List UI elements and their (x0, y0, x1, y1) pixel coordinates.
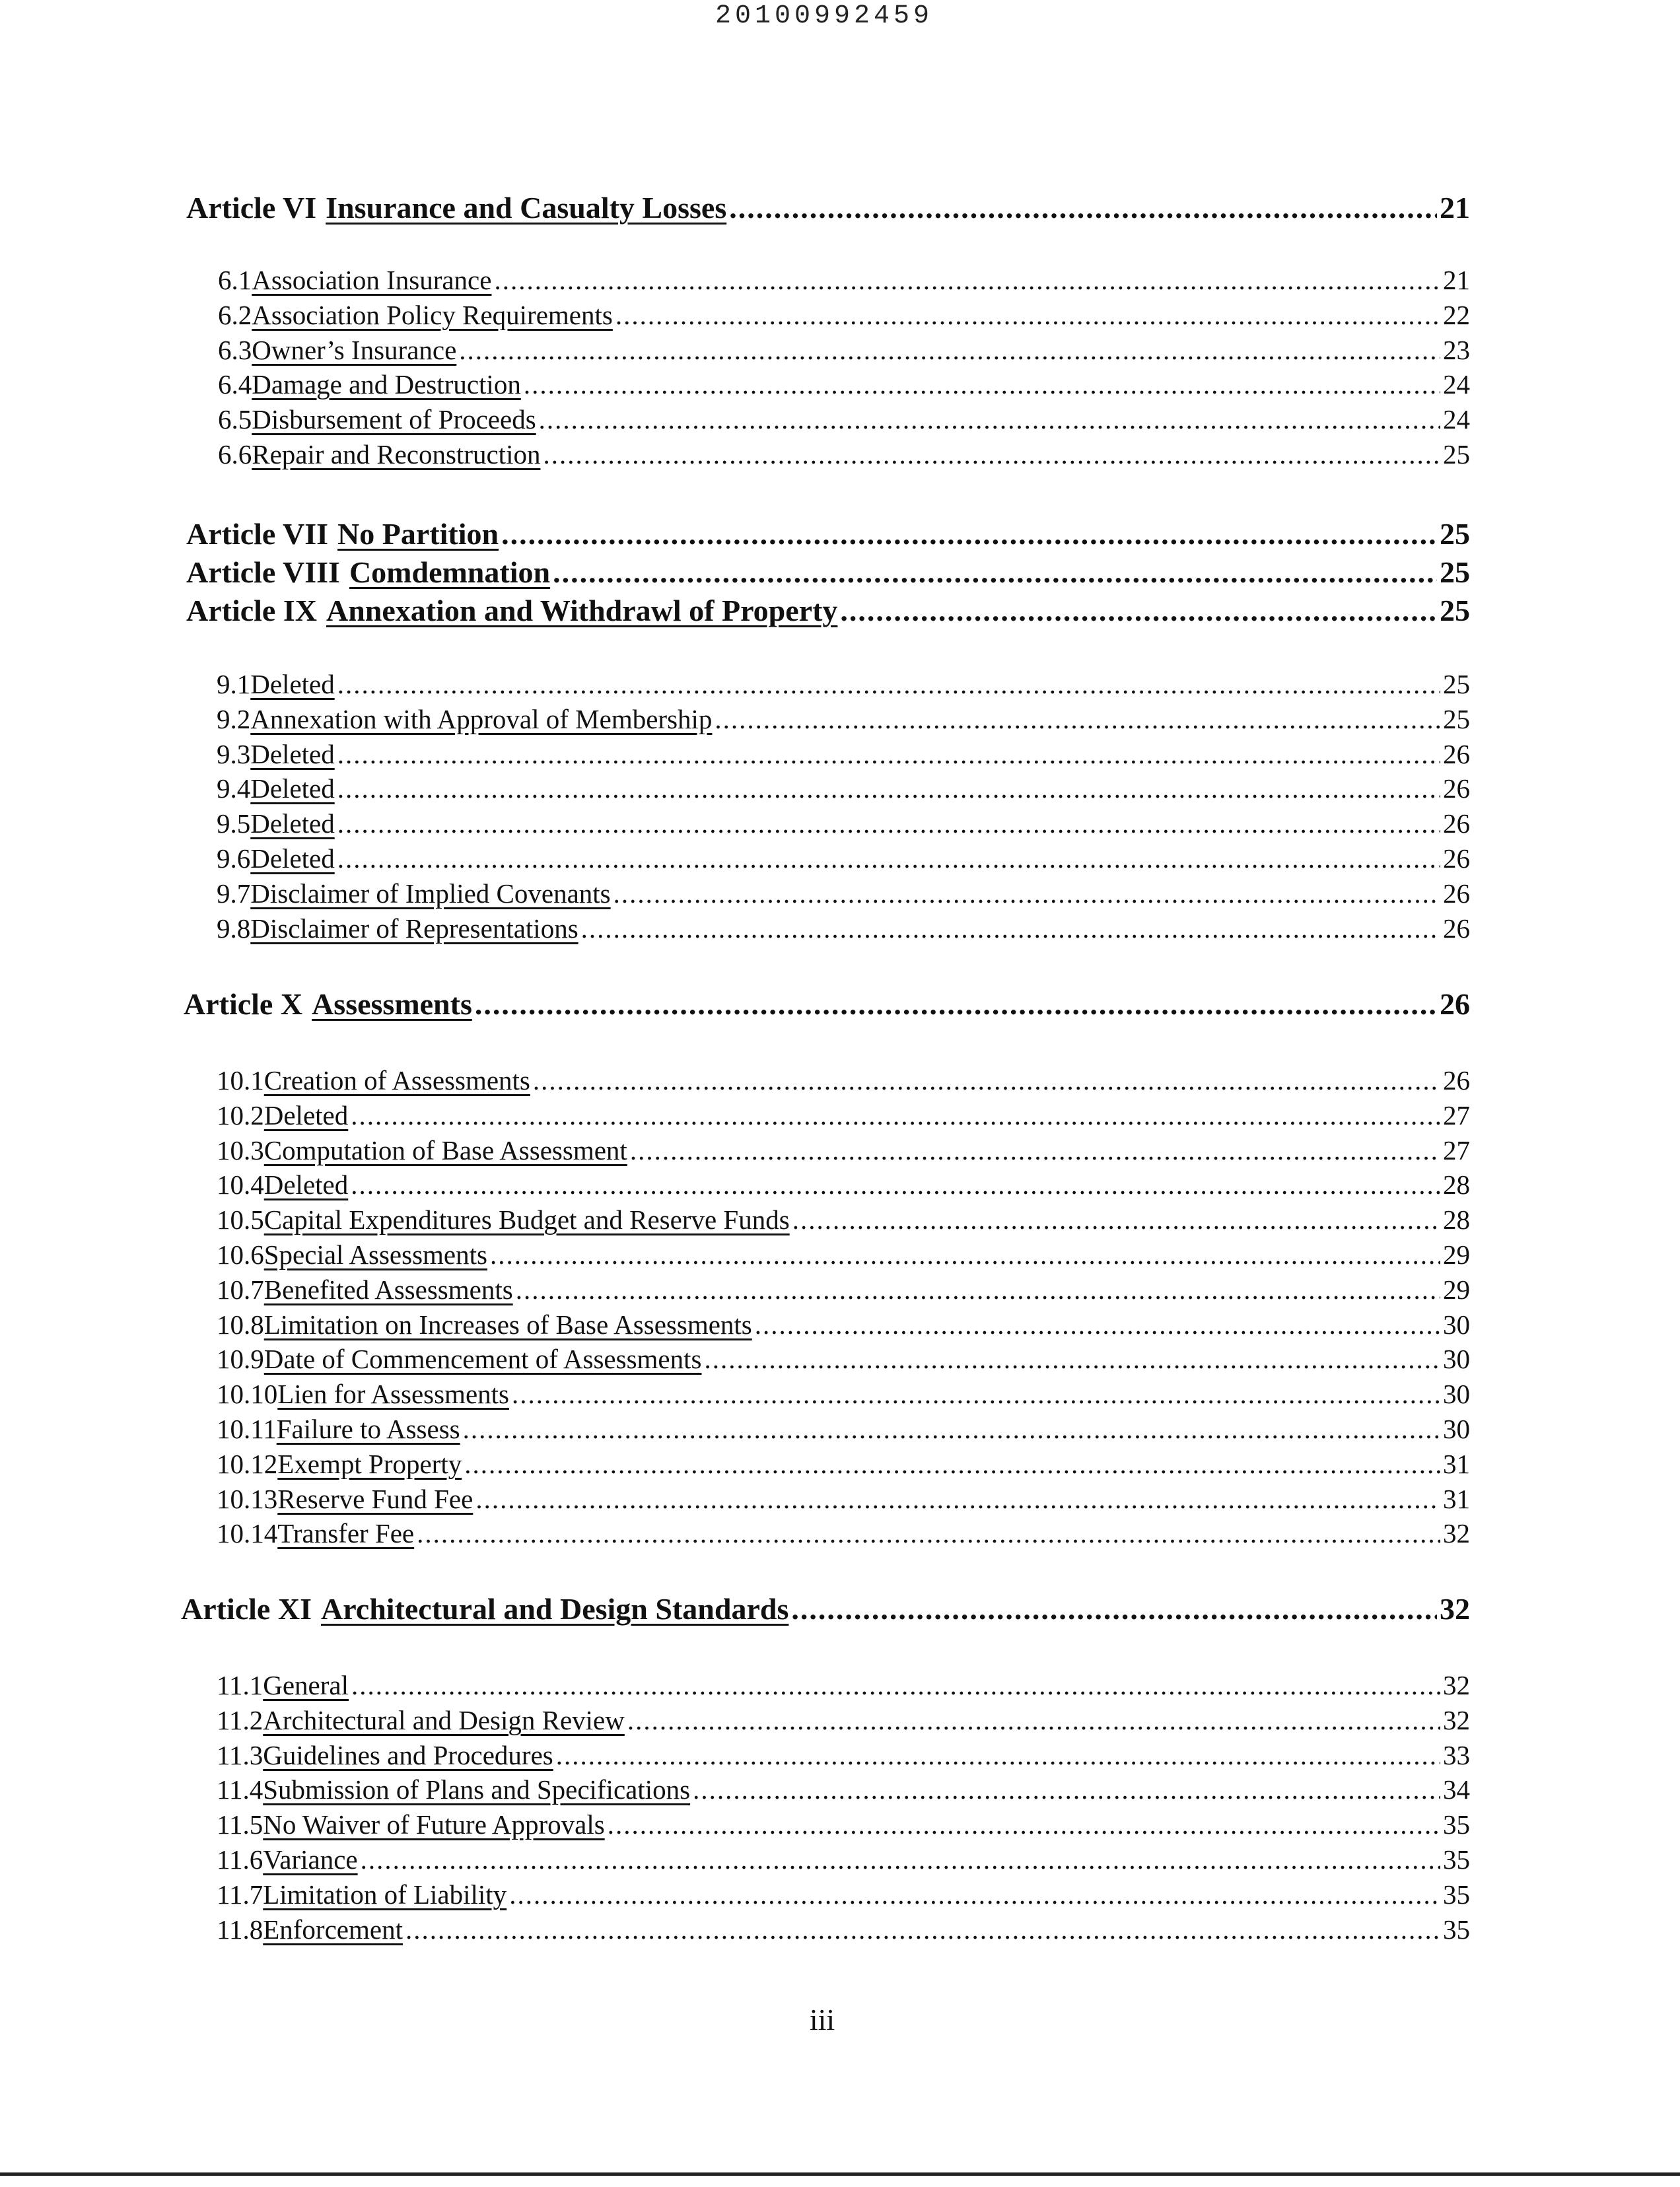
section-page-number: 27 (1443, 1135, 1470, 1165)
section-title-link[interactable]: Guidelines and Procedures (263, 1740, 553, 1770)
article-title-link[interactable]: Architectural and Design Standards (320, 1592, 789, 1626)
toc-section-entry[interactable] (217, 1517, 1470, 1550)
dot-leader (464, 1448, 1440, 1480)
dot-leader (337, 773, 1440, 804)
section-title-link[interactable]: Disclaimer of Representations (250, 913, 578, 944)
dot-leader (351, 1669, 1440, 1701)
dot-leader (463, 1413, 1440, 1445)
section-number: 9.6 (217, 843, 251, 874)
section-number: 9.1 (217, 669, 251, 699)
section-number: 10.4 (217, 1169, 264, 1200)
section-number: 10.11 (217, 1414, 277, 1444)
section-page-number: 25 (1443, 704, 1470, 734)
toc-section-entry[interactable] (218, 438, 1470, 471)
dot-leader (509, 1879, 1440, 1910)
section-title-link[interactable]: Limitation on Increases of Base Assessments (263, 1309, 752, 1340)
dot-leader (524, 368, 1440, 400)
toc-article-entry[interactable] (186, 555, 1470, 593)
section-title-link[interactable]: Disbursement of Proceeds (252, 404, 536, 434)
section-title-link[interactable]: Deleted (250, 773, 335, 804)
section-number: 11.5 (217, 1809, 263, 1840)
dot-leader (791, 1591, 1437, 1626)
dot-leader (729, 190, 1437, 225)
article-title-link[interactable]: Insurance and Casualty Losses (326, 191, 727, 225)
section-number: 6.1 (218, 265, 252, 295)
toc-section-entry[interactable] (217, 878, 1470, 911)
dot-leader (337, 843, 1440, 874)
toc-article-entry[interactable] (184, 987, 1470, 1025)
dot-leader (494, 264, 1440, 296)
section-page-number: 32 (1443, 1670, 1470, 1700)
section-page-number: 24 (1443, 404, 1470, 434)
section-page-number: 26 (1443, 913, 1470, 944)
toc-section-entry[interactable] (217, 1378, 1470, 1411)
section-number: 9.8 (217, 913, 251, 944)
toc-section-entry[interactable] (217, 1064, 1470, 1097)
dot-leader (543, 438, 1440, 470)
section-page-number: 30 (1443, 1379, 1470, 1409)
article-prefix: Article VIII (186, 555, 340, 589)
article-prefix: Article VI (186, 191, 317, 225)
section-page-number: 30 (1443, 1344, 1470, 1374)
toc-section-entry[interactable] (217, 738, 1470, 771)
dot-leader (715, 703, 1440, 735)
section-title-link[interactable]: Damage and Destruction (252, 369, 521, 399)
section-page-number: 31 (1443, 1449, 1470, 1479)
toc-section-entry[interactable] (218, 368, 1470, 401)
section-title-link[interactable]: Special Assessments (263, 1239, 487, 1270)
article-prefix: Article XI (181, 1592, 312, 1626)
section-page-number: 26 (1443, 773, 1470, 804)
section-page-number: 24 (1443, 369, 1470, 399)
toc-article-entry[interactable] (181, 1591, 1470, 1630)
article-page-number: 32 (1440, 1592, 1470, 1626)
section-title-link[interactable]: Owner’s Insurance (252, 335, 457, 365)
toc-section-entry[interactable] (217, 1204, 1470, 1237)
dot-leader (512, 1378, 1440, 1410)
section-title-link[interactable]: Enforcement (263, 1914, 403, 1945)
dot-leader (608, 1809, 1440, 1840)
section-number: 10.9 (217, 1344, 264, 1374)
section-title-link[interactable]: Deleted (250, 808, 335, 839)
toc-section-entry[interactable] (217, 1739, 1470, 1772)
section-number: 11.3 (217, 1740, 263, 1770)
section-number: 10.13 (217, 1484, 278, 1514)
section-page-number: 26 (1443, 739, 1470, 769)
dot-leader (693, 1774, 1440, 1805)
section-page-number: 29 (1443, 1239, 1470, 1270)
toc-section-entry[interactable] (217, 1809, 1470, 1842)
section-number: 10.3 (217, 1135, 264, 1165)
section-title-link[interactable]: Deleted (263, 1100, 349, 1130)
article-page-number: 25 (1440, 517, 1470, 551)
section-number: 10.5 (217, 1204, 264, 1235)
page-number-footer: iii (809, 2003, 835, 2036)
dot-leader (475, 1483, 1440, 1515)
toc-section-entry[interactable] (217, 1169, 1470, 1202)
section-page-number: 28 (1443, 1204, 1470, 1235)
section-page-number: 35 (1443, 1879, 1470, 1910)
section-title-link[interactable]: Computation of Base Assessment (263, 1135, 627, 1165)
section-number: 10.6 (217, 1239, 264, 1270)
bottom-rule (0, 2172, 1680, 2176)
dot-leader (533, 1064, 1440, 1096)
dot-leader (337, 738, 1440, 770)
section-title-link[interactable]: Capital Expenditures Budget and Reserve Funds (263, 1204, 790, 1235)
dot-leader (755, 1309, 1440, 1340)
section-title-link[interactable]: Submission of Plans and Specifications (263, 1774, 691, 1805)
section-title-link[interactable]: Deleted (263, 1169, 349, 1200)
article-title-link[interactable]: Comdemnation (349, 555, 551, 589)
toc-section-entry[interactable] (217, 1239, 1470, 1272)
section-page-number: 34 (1443, 1774, 1470, 1805)
section-title-link[interactable]: Annexation with Approval of Membership (250, 704, 713, 734)
toc-section-entry[interactable] (217, 1879, 1470, 1912)
section-page-number: 26 (1443, 878, 1470, 909)
section-number: 9.5 (217, 808, 251, 839)
section-number: 10.1 (217, 1065, 264, 1095)
section-title-link[interactable]: Deleted (250, 843, 335, 874)
section-page-number: 21 (1443, 265, 1470, 295)
dot-leader (615, 299, 1440, 331)
toc-section-entry[interactable] (217, 843, 1470, 876)
section-title-link[interactable]: No Waiver of Future Approvals (263, 1809, 605, 1840)
section-number: 6.4 (218, 369, 252, 399)
section-number: 9.3 (217, 739, 251, 769)
toc-article-entry[interactable] (186, 516, 1470, 555)
section-page-number: 30 (1443, 1414, 1470, 1444)
dot-leader (516, 1274, 1440, 1305)
section-title-link[interactable]: Lien for Assessments (277, 1379, 509, 1409)
dot-leader (337, 668, 1440, 700)
section-page-number: 26 (1443, 1065, 1470, 1095)
section-number: 6.5 (218, 404, 252, 434)
section-page-number: 22 (1443, 300, 1470, 330)
toc-section-entry[interactable] (217, 1669, 1470, 1702)
section-page-number: 25 (1443, 439, 1470, 469)
toc-section-entry[interactable] (218, 299, 1470, 332)
article-title-link[interactable]: Assessments (312, 987, 472, 1021)
article-page-number: 21 (1440, 191, 1470, 225)
section-number: 6.2 (218, 300, 252, 330)
section-number: 11.8 (217, 1914, 263, 1945)
toc-section-entry[interactable] (217, 1099, 1470, 1132)
section-number: 6.3 (218, 335, 252, 365)
section-number: 11.2 (217, 1705, 263, 1735)
section-number: 9.4 (217, 773, 251, 804)
section-page-number: 28 (1443, 1169, 1470, 1200)
dot-leader (405, 1914, 1440, 1945)
toc-section-entry[interactable] (218, 334, 1470, 367)
article-prefix: Article IX (186, 594, 317, 627)
section-number: 10.10 (217, 1379, 278, 1409)
dot-leader (361, 1844, 1440, 1875)
toc-article-entry[interactable] (186, 190, 1470, 228)
section-number: 11.6 (217, 1844, 263, 1875)
section-number: 10.8 (217, 1309, 264, 1340)
section-title-link[interactable]: Disclaimer of Implied Covenants (250, 878, 611, 909)
section-title-link[interactable]: Variance (263, 1844, 358, 1875)
section-title-link[interactable]: Limitation of Liability (263, 1879, 507, 1910)
toc-section-entry[interactable] (217, 1483, 1470, 1516)
toc-section-entry[interactable] (218, 264, 1470, 297)
section-number: 11.1 (217, 1670, 263, 1700)
section-title-link[interactable]: Transfer Fee (277, 1518, 415, 1548)
section-title-link[interactable]: Deleted (250, 669, 335, 699)
section-title-link[interactable]: Benefited Assessments (263, 1274, 513, 1305)
section-page-number: 32 (1443, 1705, 1470, 1735)
section-page-number: 35 (1443, 1914, 1470, 1945)
toc-section-entry[interactable] (218, 403, 1470, 436)
article-title-link[interactable]: Annexation and Withdrawl of Property (326, 594, 838, 627)
toc-section-entry[interactable] (217, 1413, 1470, 1446)
dot-leader (630, 1134, 1440, 1166)
dot-leader (792, 1204, 1440, 1235)
section-page-number: 23 (1443, 335, 1470, 365)
section-page-number: 25 (1443, 669, 1470, 699)
section-page-number: 30 (1443, 1309, 1470, 1340)
section-title-link[interactable]: Failure to Assess (276, 1414, 460, 1444)
toc-section-entry[interactable] (217, 1704, 1470, 1737)
section-title-link[interactable]: Date of Commencement of Assessments (263, 1344, 702, 1374)
dot-leader (627, 1704, 1440, 1736)
toc-section-entry[interactable] (217, 1274, 1470, 1307)
dot-leader (459, 334, 1440, 366)
section-number: 11.4 (217, 1774, 263, 1805)
section-title-link[interactable]: Creation of Assessments (263, 1065, 530, 1095)
section-page-number: 35 (1443, 1809, 1470, 1840)
dot-leader (475, 987, 1437, 1022)
toc-section-entry[interactable] (217, 808, 1470, 841)
dot-leader (840, 593, 1437, 628)
dot-leader (539, 403, 1440, 435)
section-page-number: 26 (1443, 843, 1470, 874)
dot-leader (613, 878, 1440, 909)
article-page-number: 25 (1440, 555, 1470, 589)
section-number: 10.7 (217, 1274, 264, 1305)
dot-leader (417, 1517, 1440, 1549)
toc-section-entry[interactable] (217, 1309, 1470, 1342)
toc-section-entry[interactable] (217, 1448, 1470, 1481)
dot-leader (337, 808, 1440, 839)
section-page-number: 35 (1443, 1844, 1470, 1875)
dot-leader (351, 1169, 1440, 1200)
toc-section-entry[interactable] (217, 668, 1470, 701)
toc-section-entry[interactable] (217, 913, 1470, 946)
dot-leader (501, 516, 1437, 551)
section-page-number: 29 (1443, 1274, 1470, 1305)
toc-section-entry[interactable] (217, 1774, 1470, 1807)
section-page-number: 32 (1443, 1518, 1470, 1548)
dot-leader (581, 913, 1440, 944)
section-title-link[interactable]: Reserve Fund Fee (277, 1484, 473, 1514)
document-number: 20100992459 (715, 1, 934, 31)
section-title-link[interactable]: Repair and Reconstruction (252, 439, 541, 469)
toc-section-entry[interactable] (217, 703, 1470, 736)
toc-section-entry[interactable] (217, 1134, 1470, 1167)
article-title-link[interactable]: No Partition (337, 517, 499, 551)
section-page-number: 26 (1443, 808, 1470, 839)
section-number: 10.12 (217, 1449, 278, 1479)
section-title-link[interactable]: Architectural and Design Review (263, 1705, 625, 1735)
toc-section-entry[interactable] (217, 773, 1470, 806)
article-page-number: 26 (1440, 987, 1470, 1021)
section-title-link[interactable]: Association Policy Requirements (252, 300, 613, 330)
article-prefix: Article X (184, 987, 303, 1021)
section-number: 9.2 (217, 704, 251, 734)
article-page-number: 25 (1440, 594, 1470, 627)
article-prefix: Article VII (186, 517, 329, 551)
section-number: 11.7 (217, 1879, 263, 1910)
section-number: 10.2 (217, 1100, 264, 1130)
dot-leader (490, 1239, 1440, 1270)
dot-leader (351, 1099, 1440, 1131)
section-number: 9.7 (217, 878, 251, 909)
section-title-link[interactable]: Deleted (250, 739, 335, 769)
section-title-link[interactable]: General (263, 1670, 349, 1700)
section-page-number: 31 (1443, 1484, 1470, 1514)
toc-article-entry[interactable] (186, 593, 1470, 631)
section-page-number: 27 (1443, 1100, 1470, 1130)
section-number: 6.6 (218, 439, 252, 469)
section-title-link[interactable]: Association Insurance (252, 265, 492, 295)
toc-section-entry[interactable] (217, 1914, 1470, 1947)
toc-section-entry[interactable] (217, 1844, 1470, 1877)
section-number: 10.14 (217, 1518, 278, 1548)
section-page-number: 33 (1443, 1740, 1470, 1770)
dot-leader (704, 1343, 1440, 1375)
toc-section-entry[interactable] (217, 1343, 1470, 1376)
section-title-link[interactable]: Exempt Property (277, 1449, 462, 1479)
dot-leader (553, 555, 1437, 590)
dot-leader (556, 1739, 1440, 1771)
